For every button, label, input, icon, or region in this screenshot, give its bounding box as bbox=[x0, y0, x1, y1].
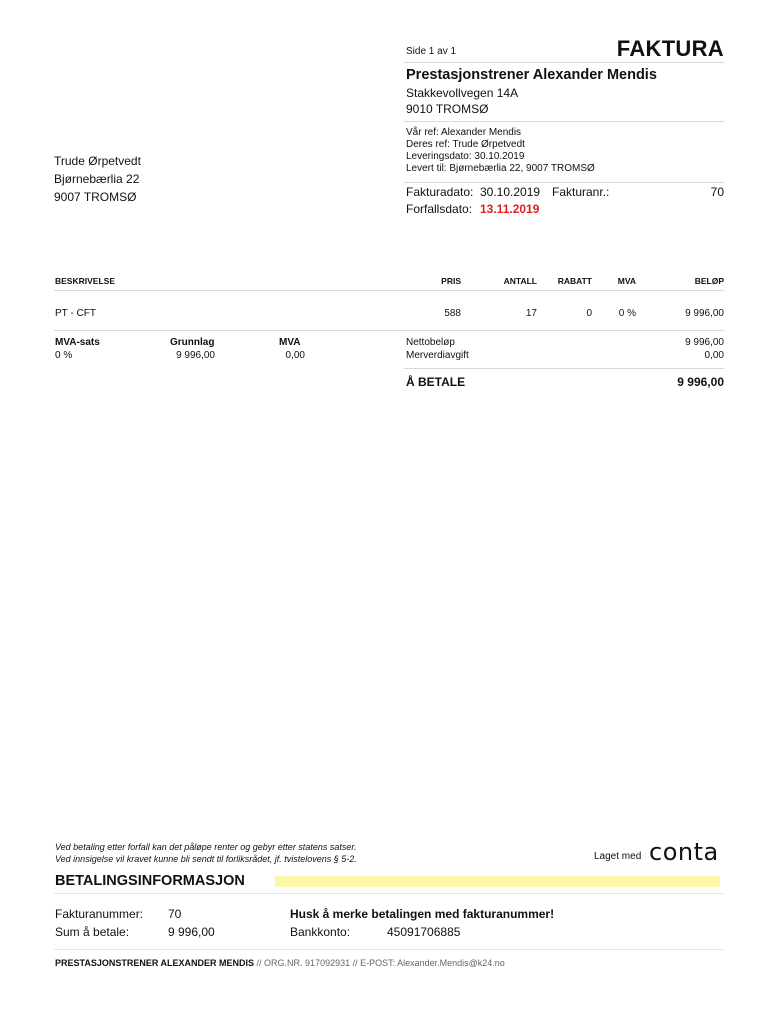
col-header-price: PRIS bbox=[441, 276, 461, 286]
footer-company-name: PRESTASJONSTRENER ALEXANDER MENDIS bbox=[55, 958, 255, 968]
divider bbox=[54, 949, 724, 950]
invoice-number-label: Fakturanr.: bbox=[552, 185, 610, 199]
divider bbox=[404, 121, 724, 122]
divider bbox=[54, 330, 724, 331]
note-line-2: Ved innsigelse vil kravet kunne bli sendt til forliksrådet, jf. tvistelovens § 5-2. bbox=[55, 854, 357, 864]
vat-total-value: 0,00 bbox=[704, 350, 724, 361]
vat-amount: 0,00 bbox=[285, 350, 305, 361]
col-header-quantity: ANTALL bbox=[503, 276, 537, 286]
invoice-number-value: 70 bbox=[710, 185, 724, 199]
delivery-date: Leveringsdato: 30.10.2019 bbox=[406, 151, 525, 162]
amount-due-label: Å BETALE bbox=[406, 375, 466, 389]
sum-to-pay-value: 9 996,00 bbox=[168, 925, 215, 939]
section-highlight-bar bbox=[275, 876, 720, 887]
col-header-description: BESKRIVELSE bbox=[55, 276, 115, 286]
invoice-date-label: Fakturadato: bbox=[406, 185, 474, 199]
footer-org-email: // ORG.NR. 917092931 // E-POST: Alexander.Mendis@k24.no bbox=[256, 958, 505, 968]
divider bbox=[404, 182, 724, 183]
customer-postal: 9007 TROMSØ bbox=[54, 190, 137, 204]
customer-name: Trude Ørpetvedt bbox=[54, 154, 141, 168]
customer-address bbox=[54, 152, 141, 206]
divider bbox=[54, 290, 724, 291]
row-vat: 0 % bbox=[618, 308, 636, 319]
conta-logo: conta bbox=[649, 838, 719, 866]
your-ref: Deres ref: Trude Ørpetvedt bbox=[406, 139, 525, 150]
vat-total-label: Merverdiavgift bbox=[406, 350, 469, 361]
invoice-number-value-pay: 70 bbox=[168, 907, 182, 921]
bank-account-value: 45091706885 bbox=[387, 925, 461, 939]
row-discount: 0 bbox=[586, 308, 592, 319]
divider bbox=[54, 893, 724, 894]
company-footer bbox=[55, 958, 505, 968]
made-with-label: Laget med bbox=[594, 851, 642, 862]
vat-header-vat: MVA bbox=[279, 337, 301, 348]
net-value: 9 996,00 bbox=[685, 337, 724, 348]
payment-reminder: Husk å merke betalingen med fakturanummer! bbox=[290, 907, 555, 921]
seller-name: Prestasjonstrener Alexander Mendis bbox=[406, 67, 657, 83]
payment-section-title: BETALINGSINFORMASJON bbox=[55, 873, 245, 889]
col-header-amount: BELØP bbox=[694, 276, 724, 286]
document-title: FAKTURA bbox=[616, 36, 724, 61]
invoice-date-value: 30.10.2019 bbox=[480, 185, 541, 199]
vat-header-rate: MVA-sats bbox=[55, 337, 100, 348]
vat-header-base: Grunnlag bbox=[170, 337, 215, 348]
vat-rate: 0 % bbox=[55, 350, 73, 361]
net-label: Nettobeløp bbox=[406, 337, 455, 348]
payment-terms-note bbox=[55, 841, 357, 865]
customer-street: Bjørnebærlia 22 bbox=[54, 172, 140, 186]
seller-street: Stakkevollvegen 14A bbox=[406, 86, 519, 100]
row-description: PT - CFT bbox=[55, 308, 96, 319]
refs-block bbox=[406, 127, 595, 175]
due-date-label: Forfallsdato: bbox=[406, 202, 473, 216]
divider bbox=[404, 368, 724, 369]
row-quantity: 17 bbox=[525, 308, 537, 319]
sum-to-pay-label: Sum å betale: bbox=[55, 925, 130, 939]
invoice-number-label-pay: Fakturanummer: bbox=[55, 907, 144, 921]
page-label: Side 1 av 1 bbox=[406, 46, 457, 57]
seller-postal: 9010 TROMSØ bbox=[406, 102, 489, 116]
our-ref: Vår ref: Alexander Mendis bbox=[406, 127, 522, 138]
col-header-discount: RABATT bbox=[557, 276, 592, 286]
row-price: 588 bbox=[444, 308, 461, 319]
note-line-1: Ved betaling etter forfall kan det påløpe renter og gebyr etter statens satser. bbox=[55, 842, 357, 852]
row-amount: 9 996,00 bbox=[685, 308, 724, 319]
due-date-value: 13.11.2019 bbox=[480, 202, 540, 216]
divider bbox=[404, 62, 724, 63]
vat-base: 9 996,00 bbox=[176, 350, 215, 361]
bank-account-label: Bankkonto: bbox=[290, 925, 351, 939]
amount-due-value: 9 996,00 bbox=[677, 375, 724, 389]
delivered-to: Levert til: Bjørnebærlia 22, 9007 TROMSØ bbox=[406, 163, 595, 174]
col-header-vat: MVA bbox=[617, 276, 636, 286]
